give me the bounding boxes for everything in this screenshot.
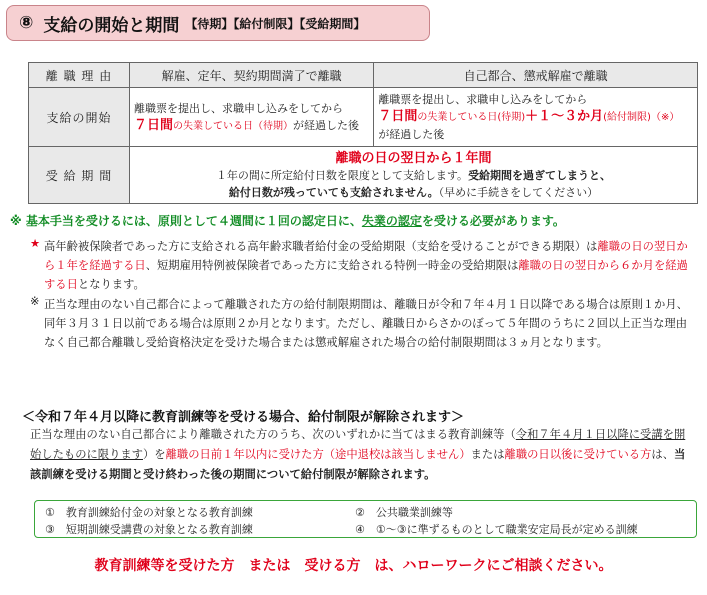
header-reason: 離 職 理 由: [29, 63, 130, 88]
training-item-2: ② 公共職業訓練等: [355, 506, 453, 519]
seven-days-red-2: ７日間: [378, 109, 418, 124]
start-voluntary-line1: 離職票を提出し、求職申し込みをしてから: [378, 93, 588, 106]
sec-text-b: ）を: [142, 448, 166, 461]
certification-note: [10, 212, 700, 229]
p1-red-1: 離職の日の翌日から１年を経過する日: [44, 240, 688, 272]
period-line2-bold: 受給期間を過ぎてしまうと、: [468, 168, 612, 182]
sec-text-a: 正当な理由のない自己都合により離職された方のうち、次のいずれかに当てはまる教育訓練等（: [30, 428, 516, 441]
period-red-line: 離職の日の翌日から１年間: [335, 150, 492, 166]
after-elapsed-text: が経過した後: [293, 118, 360, 132]
period-line3-tail: （早めに手続きをしてください）: [438, 185, 599, 199]
note-mark-icon: ※: [30, 295, 40, 308]
section-banner: [6, 5, 430, 41]
note-underline: 失業の認定: [361, 214, 422, 228]
period-cell: [130, 147, 698, 204]
star-icon: ★: [30, 237, 41, 250]
note-prefix: ※ 基本手当を受けるには、原則として４週間に１回の認定日に、: [10, 214, 362, 228]
sec-bold: 当該訓練を受ける期間と受け終わった後の期間について給付制限が解除されます。: [30, 448, 686, 481]
start-dismissal-line1: 離職票を提出し、求職申し込みをしてから: [134, 101, 343, 115]
sec-underline: 令和７年４月１日以降に受講を開始したものに限ります: [30, 428, 686, 461]
consult-footer: 教育訓練等を受けた方 または 受ける方 は、ハローワークにご相談ください。: [94, 558, 613, 574]
row-label-period: 受 給 期 間: [29, 147, 130, 204]
page-title: 支給の開始と期間: [43, 15, 180, 36]
start-voluntary-line3: が経過した後: [378, 128, 445, 141]
training-item-4: ④ ①～③に準ずるものとして職業安定局長が定める訓練: [355, 523, 638, 536]
period-line3: [134, 184, 693, 201]
header-dismissal: 解雇、定年、契約期間満了で離職: [130, 63, 374, 88]
sec-red-2: 離職の日以後に受けている方: [504, 448, 652, 461]
table-row-start: [29, 88, 698, 147]
restriction-months: ＋１～３か月: [525, 109, 604, 124]
waiting-period-text: の失業している日（待期）: [173, 120, 294, 132]
restriction-text: (給付制限)（※）: [603, 112, 680, 123]
seven-days-red: ７日間: [134, 117, 174, 133]
row-label-start: 支給の開始: [29, 88, 130, 147]
note-suffix: を受ける必要があります。: [421, 214, 565, 228]
training-section-title: ＜令和７年４月以降に教育訓練等を受ける場合、給付制限が解除されます＞: [22, 410, 465, 425]
training-section-paragraph: [30, 425, 692, 485]
p1-text-b: 、短期雇用特例被保険者であった方に支給される特例一時金の受給期限は: [145, 259, 519, 272]
p1-text-a: 高年齢被保険者であった方に支給される高年齢求職者給付金の受給期限（支給を受けることができる期限）は: [44, 240, 598, 253]
training-list-box: [34, 500, 697, 538]
table-header-row: [29, 63, 698, 88]
sec-text-d: は、: [651, 448, 675, 461]
p1-text-c: となります。: [77, 278, 145, 291]
header-voluntary: 自己都合、懲戒解雇で離職: [374, 63, 698, 88]
waiting-period-text-2: の失業している日(待期): [417, 112, 526, 123]
page-subtitle: 【待期】【給付制限】【受給期間】: [185, 16, 366, 31]
p1-red-2: 離職の日の翌日から６か月を経過する日: [44, 259, 688, 291]
sec-text-c: または: [470, 448, 505, 461]
elderly-benefit-paragraph: [44, 237, 694, 294]
start-dismissal-line2: [134, 117, 369, 135]
start-voluntary-cell: [374, 88, 698, 147]
training-item-3: ③ 短期訓練受講費の対象となる教育訓練: [45, 523, 253, 536]
start-voluntary-line2: [378, 108, 693, 126]
period-line2: [134, 167, 693, 184]
benefit-table: [28, 62, 698, 204]
period-line2-text: １年の間に所定給付日数を限度として支給します。: [215, 168, 469, 182]
table-row-period: [29, 147, 698, 204]
training-item-1: ① 教育訓練給付金の対象となる教育訓練: [45, 506, 253, 519]
period-line3-bold: 給付日数が残っていても支給されません。: [228, 185, 439, 199]
sec-red-1: 離職の日前１年以内に受けた方（途中退校は該当しません）: [165, 448, 471, 461]
start-dismissal-cell: [130, 88, 374, 147]
section-number: ⑧: [19, 13, 34, 33]
restriction-period-paragraph: 正当な理由のない自己都合によって離職された方の給付制限期間は、離職日が令和７年４月１日以降である場合は原則１か月、同年３月３１日以前である場合は原則２か月となります。ただし、離職日からさかのぼって５年間のうちに２回以上正当な理由なく自己都合離職し受給資格決定を受けた場合または懲戒解雇された場合の給付制限期間は３ヵ月となります。: [44, 298, 688, 349]
